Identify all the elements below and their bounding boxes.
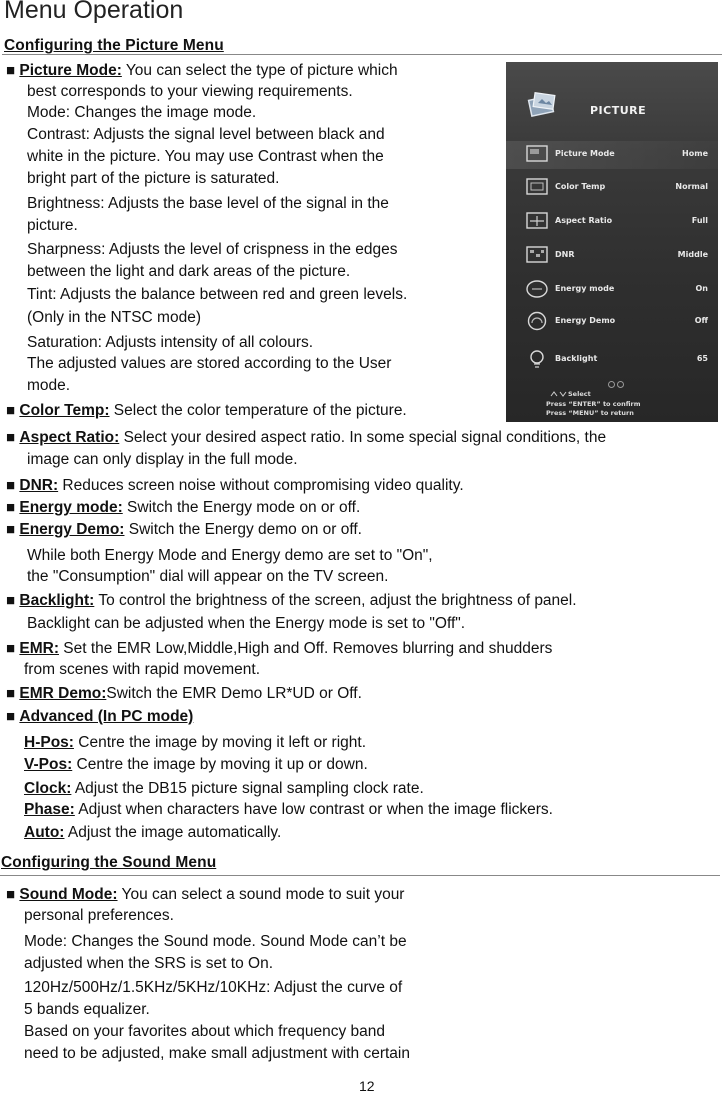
picture-mode-text: You can select the type of picture which (121, 62, 398, 79)
osd-footer-select: Select (568, 390, 591, 398)
energy-demo-line: the "Consumption" dial will appear on the TV screen. (27, 568, 389, 585)
picture-mode-line: Mode: Changes the image mode. (27, 104, 257, 121)
picture-mode-line: Sharpness: Adjusts the level of crispness in the edges (27, 241, 398, 258)
emr-demo-term: EMR Demo: (19, 685, 107, 702)
sound-mode-line: need to be adjusted, make small adjustment with certain (24, 1045, 410, 1062)
emr-demo-text: Switch the EMR Demo LR*UD or Off. (106, 685, 362, 702)
osd-item-label: Aspect Ratio (555, 216, 613, 225)
bullet: ■ (6, 886, 16, 903)
picture-mode-line: between the light and dark areas of the picture. (27, 263, 351, 280)
osd-item-value: 65 (696, 354, 708, 363)
sound-mode-line: Mode: Changes the Sound mode. Sound Mode can’t be (24, 933, 407, 950)
energy-demo-term: Energy Demo: (19, 521, 125, 538)
osd-row-energy-demo (506, 308, 718, 336)
osd-title: PICTURE (590, 104, 647, 117)
picture-mode-line: The adjusted values are stored according to the User (27, 355, 392, 372)
advanced-item-term: Phase: (24, 801, 75, 818)
dnr-term: DNR: (19, 477, 59, 494)
sound-mode-line: 5 bands equalizer. (24, 1001, 150, 1018)
backlight-icon (526, 349, 548, 369)
advanced-item-term: Auto: (24, 824, 65, 841)
osd-row-aspect-ratio (506, 208, 718, 236)
sound-mode-line: 120Hz/500Hz/1.5KHz/5KHz/10KHz: Adjust the curve of (24, 979, 403, 996)
osd-item-value: Middle (677, 250, 708, 259)
osd-row-backlight (506, 346, 718, 374)
sound-menu-heading: Configuring the Sound Menu (1, 854, 217, 871)
picture-mode-line: Brightness: Adjusts the base level of the signal in the (27, 195, 389, 212)
aspect-ratio-icon (526, 211, 548, 231)
color-temp-bullet (6, 402, 407, 420)
backlight-line: Backlight can be adjusted when the Energy mode is set to "Off". (27, 615, 466, 632)
picture-mode-line: picture. (27, 217, 78, 234)
advanced-item-text: Adjust the image automatically. (64, 824, 282, 841)
emr-bullet (6, 640, 552, 658)
osd-footer-menu: Press “MENU” to return (546, 409, 634, 417)
aspect-ratio-line: image can only display in the full mode. (27, 451, 298, 468)
nav-arrows-icon (550, 390, 568, 398)
picture-mode-line: best corresponds to your viewing requirements. (27, 83, 353, 100)
sound-mode-term: Sound Mode: (19, 886, 118, 903)
picture-mode-bullet (6, 62, 398, 80)
picture-mode-icon (526, 144, 548, 164)
sound-mode-line: Based on your favorites about which frequency band (24, 1023, 386, 1040)
picture-mode-line: Tint: Adjusts the balance between red and green levels. (27, 286, 408, 303)
osd-row-picture-mode (506, 141, 718, 169)
dnr-icon (526, 245, 548, 265)
backlight-bullet (6, 592, 577, 610)
bullet: ■ (6, 62, 16, 79)
bullet: ■ (6, 499, 16, 516)
emr-text: Set the EMR Low,Middle,High and Off. Removes blurring and shudders (58, 640, 553, 657)
osd-item-label: Color Temp (555, 182, 606, 191)
sound-mode-text: You can select a sound mode to suit your (117, 886, 405, 903)
osd-item-value: Normal (675, 182, 708, 191)
osd-item-value: Full (691, 216, 708, 225)
osd-item-value: On (695, 284, 708, 293)
osd-row-energy-mode (506, 276, 718, 304)
picture-mode-line: white in the picture. You may use Contrast when the (27, 148, 384, 165)
picture-menu-logo-icon (524, 86, 560, 122)
color-temp-text: Select the color temperature of the picture. (109, 402, 407, 419)
advanced-item (24, 801, 553, 819)
picture-mode-line: bright part of the picture is saturated. (27, 170, 280, 187)
osd-page-dots (608, 373, 626, 392)
energy-demo-bullet (6, 521, 362, 539)
emr-term: EMR: (19, 640, 59, 657)
osd-item-value: Off (694, 316, 708, 325)
osd-item-label: DNR (555, 250, 575, 259)
picture-mode-line: (Only in the NTSC mode) (27, 309, 201, 326)
heading-rule (2, 54, 722, 55)
picture-mode-line: mode. (27, 377, 71, 394)
bullet: ■ (6, 685, 16, 702)
advanced-item (24, 780, 424, 798)
energy-mode-term: Energy mode: (19, 499, 123, 516)
color-temp-icon (526, 177, 548, 197)
sound-mode-bullet (6, 886, 404, 904)
energy-mode-text: Switch the Energy mode on or off. (122, 499, 361, 516)
picture-mode-term: Picture Mode: (19, 62, 122, 79)
energy-demo-icon (526, 311, 548, 331)
aspect-ratio-bullet (6, 429, 606, 447)
osd-row-dnr (506, 242, 718, 270)
osd-item-label: Energy Demo (555, 316, 616, 325)
osd-item-label: Energy mode (555, 284, 615, 293)
advanced-item (24, 756, 368, 774)
emr-demo-bullet (6, 685, 362, 703)
emr-line: from scenes with rapid movement. (24, 661, 261, 678)
bullet: ■ (6, 708, 16, 725)
page-number: 12 (359, 1078, 375, 1094)
aspect-ratio-text: Select your desired aspect ratio. In some special signal conditions, the (119, 429, 607, 446)
color-temp-term: Color Temp: (19, 402, 110, 419)
backlight-text: To control the brightness of the screen, adjust the brightness of panel. (94, 592, 577, 609)
advanced-item-text: Adjust when characters have low contrast or when the image flickers. (74, 801, 553, 818)
advanced-item-text: Adjust the DB15 picture signal sampling clock rate. (71, 780, 424, 797)
heading-rule (0, 875, 720, 876)
dnr-text: Reduces screen noise without compromising video quality. (58, 477, 464, 494)
picture-mode-line: Saturation: Adjusts intensity of all colours. (27, 334, 314, 351)
advanced-item (24, 734, 366, 752)
advanced-item-term: H-Pos: (24, 734, 74, 751)
bullet: ■ (6, 402, 16, 419)
bullet: ■ (6, 521, 16, 538)
advanced-term: Advanced (In PC mode) (19, 708, 194, 725)
bullet: ■ (6, 477, 16, 494)
dnr-bullet (6, 477, 464, 495)
sound-mode-line: personal preferences. (24, 907, 174, 924)
aspect-ratio-term: Aspect Ratio: (19, 429, 120, 446)
energy-mode-icon (526, 279, 548, 299)
energy-demo-text: Switch the Energy demo on or off. (124, 521, 362, 538)
energy-mode-bullet (6, 499, 360, 517)
advanced-item-term: Clock: (24, 780, 72, 797)
osd-item-label: Picture Mode (555, 149, 615, 158)
osd-footer-enter: Press “ENTER” to confirm (546, 400, 641, 408)
sound-mode-line: adjusted when the SRS is set to On. (24, 955, 273, 972)
page-dot (608, 381, 615, 388)
energy-demo-line: While both Energy Mode and Energy demo are set to "On", (27, 547, 433, 564)
backlight-term: Backlight: (19, 592, 95, 609)
page-dot (617, 381, 624, 388)
osd-item-value: Home (682, 149, 708, 158)
picture-osd-screenshot (506, 62, 718, 422)
advanced-bullet (6, 708, 193, 726)
bullet: ■ (6, 592, 16, 609)
advanced-item-text: Centre the image by moving it up or down. (72, 756, 368, 773)
picture-menu-heading: Configuring the Picture Menu (4, 37, 224, 54)
osd-row-color-temp (506, 174, 718, 202)
picture-mode-line: Contrast: Adjusts the signal level between black and (27, 126, 385, 143)
advanced-item-text: Centre the image by moving it left or right. (73, 734, 367, 751)
advanced-item-term: V-Pos: (24, 756, 73, 773)
bullet: ■ (6, 429, 16, 446)
bullet: ■ (6, 640, 16, 657)
advanced-item (24, 824, 281, 842)
osd-item-label: Backlight (555, 354, 598, 363)
page-title: Menu Operation (4, 0, 184, 24)
